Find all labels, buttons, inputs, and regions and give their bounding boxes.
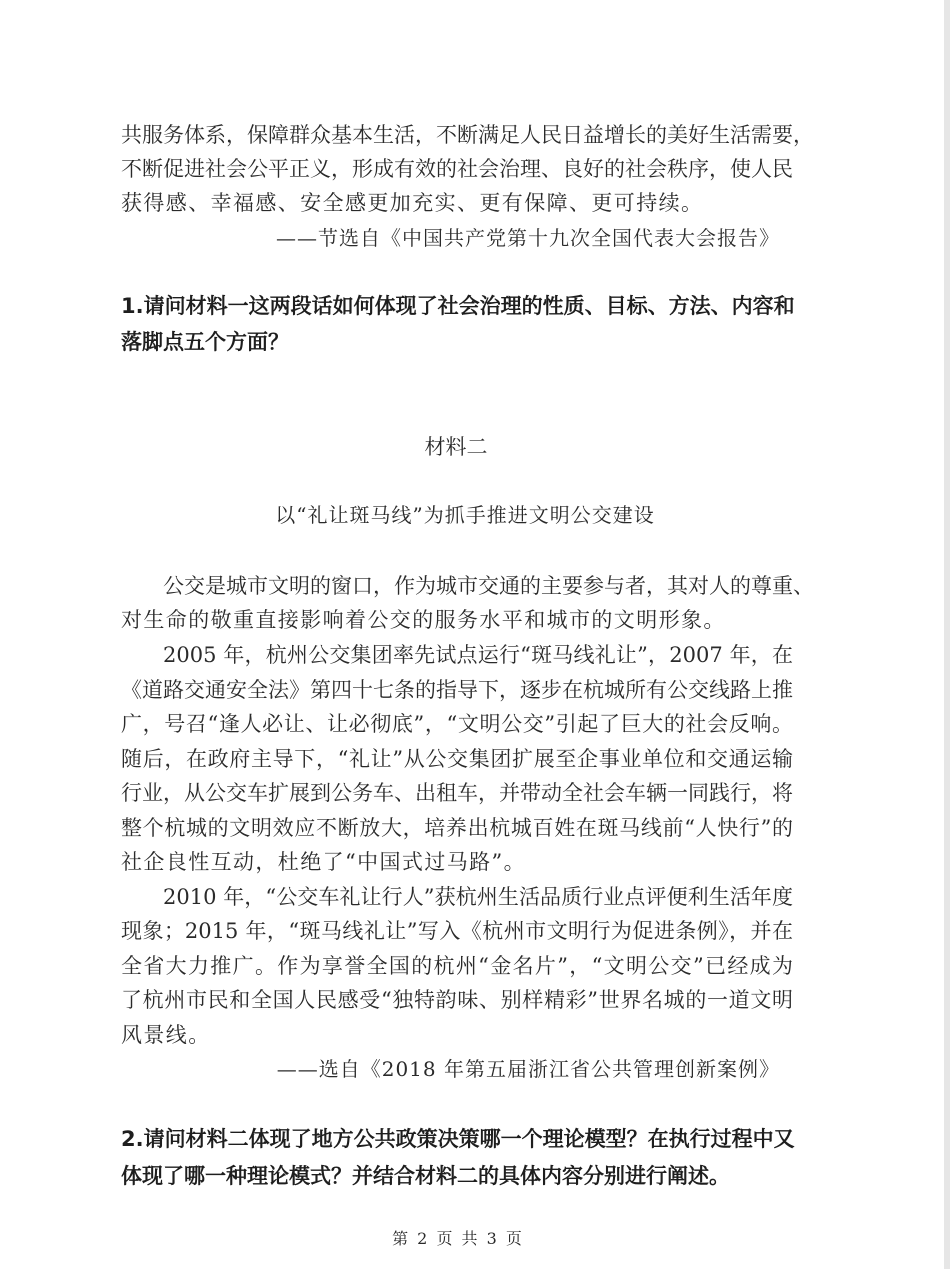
material-two-line: 行业，从公交车扩展到公务车、出租车，并带动全社会车辆一同践行，将 <box>121 781 793 805</box>
material-two-title: 以“礼让斑马线”为抓手推进文明公交建设 <box>275 503 655 527</box>
material-one-line: 获得感、幸福感、安全感更加充实、更有保障、更可持续。 <box>121 191 704 215</box>
page-number: 第 2 页 共 3 页 <box>392 1229 524 1248</box>
material-two-line: 广，号召“逢人必让、让必彻底”，“文明公交”引起了巨大的社会反响。 <box>121 712 793 736</box>
material-one-line: 不断促进社会公平正义，形成有效的社会治理、良好的社会秩序，使人民 <box>121 157 793 181</box>
material-two-line: 全省大力推广。作为享誉全国的杭州“金名片”，“文明公交”已经成为 <box>121 954 793 978</box>
material-two-line: 随后，在政府主导下，“礼让”从公交集团扩展至企事业单位和交通运输 <box>121 747 793 771</box>
material-two-line: 社企良性互动，杜绝了“中国式过马路”。 <box>121 850 527 874</box>
material-two-line: 整个杭城的文明效应不断放大，培养出杭城百姓在斑马线前“人快行”的 <box>121 816 793 840</box>
material-two-line: 风景线。 <box>121 1023 211 1047</box>
material-one-line: 共服务体系，保障群众基本生活，不断满足人民日益增长的美好生活需要， <box>121 123 814 147</box>
material-two-line: 2010 年，“公交车礼让行人”获杭州生活品质行业点评便利生活年度 <box>163 885 793 909</box>
page-edge-shadow <box>944 0 950 1269</box>
material-two-heading: 材料二 <box>424 435 488 459</box>
question-one-line: 落脚点五个方面？ <box>121 330 289 354</box>
material-two-line: 现象；2015 年，“斑马线礼让”写入《杭州市文明行为促进条例》，并在 <box>121 919 793 943</box>
material-two-line: 对生命的敬重直接影响着公交的服务水平和城市的文明形象。 <box>121 608 726 632</box>
question-two-line: 2.请问材料二体现了地方公共政策决策哪一个理论模型？在执行过程中又 <box>121 1127 795 1151</box>
material-two-line: 了杭州市民和全国人民感受“独特韵味、别样精彩”世界名城的一道文明 <box>121 988 793 1012</box>
material-two-line: 《道路交通安全法》第四十七条的指导下，逐步在杭城所有公交线路上推 <box>121 678 793 702</box>
question-two-line: 体现了哪一种理论模式？并结合材料二的具体内容分别进行阐述。 <box>121 1164 730 1188</box>
material-two-source: ——选自《2018 年第五届浙江省公共管理创新案例》 <box>276 1057 780 1081</box>
question-one-line: 1.请问材料一这两段话如何体现了社会治理的性质、目标、方法、内容和 <box>121 294 795 318</box>
material-two-line: 2005 年，杭州公交集团率先试点运行“斑马线礼让”，2007 年，在 <box>163 643 793 667</box>
material-two-line: 公交是城市文明的窗口，作为城市交通的主要参与者，其对人的尊重、 <box>163 574 814 598</box>
material-one-source: ——节选自《中国共产党第十九次全国代表大会报告》 <box>276 226 780 250</box>
